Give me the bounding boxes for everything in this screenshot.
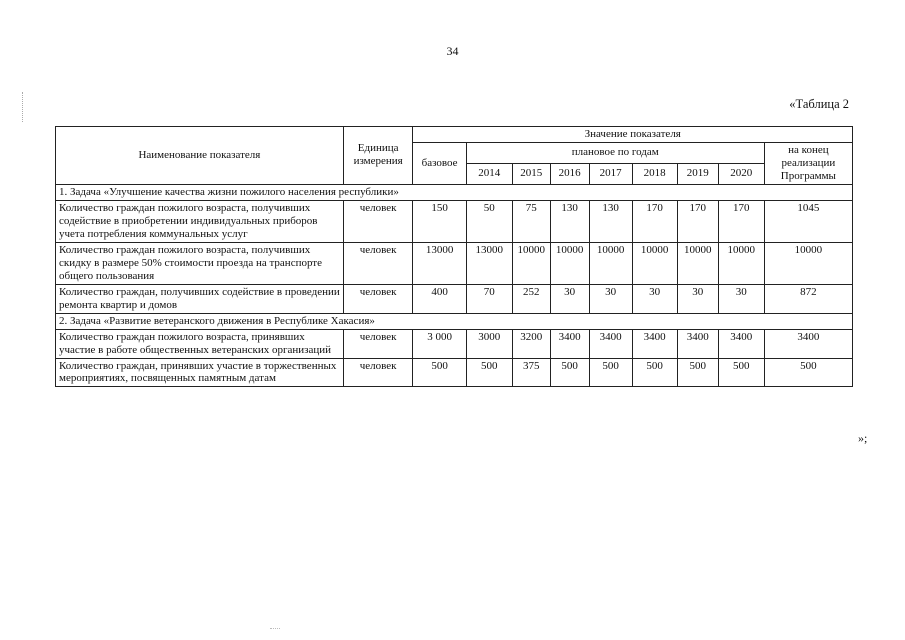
year-value: 500 (677, 358, 718, 387)
year-value: 10000 (550, 242, 589, 284)
year-value: 30 (589, 284, 632, 313)
year-value: 130 (550, 200, 589, 242)
year-value: 10000 (718, 242, 764, 284)
indicator-unit: человек (343, 358, 413, 387)
header-year: 2017 (589, 163, 632, 184)
indicator-name: Количество граждан, принявших участие в торжественных мероприятиях, посвященных памятным датам (56, 358, 344, 387)
year-value: 3400 (677, 329, 718, 358)
header-year: 2019 (677, 163, 718, 184)
header-unit: Единица измерения (343, 127, 413, 185)
base-value: 150 (413, 200, 466, 242)
year-value: 50 (466, 200, 512, 242)
base-value: 3 000 (413, 329, 466, 358)
header-year: 2020 (718, 163, 764, 184)
year-value: 500 (466, 358, 512, 387)
year-value: 252 (512, 284, 550, 313)
header-year: 2015 (512, 163, 550, 184)
task-1-title: 1. Задача «Улучшение качества жизни пожилого населения республики» (56, 184, 853, 200)
base-value: 400 (413, 284, 466, 313)
year-value: 13000 (466, 242, 512, 284)
table-row (56, 358, 853, 387)
header-row-1 (56, 127, 853, 143)
year-value: 130 (589, 200, 632, 242)
indicator-name: Количество граждан, получивших содействие в проведении ремонта квартир и домов (56, 284, 344, 313)
table-row (56, 284, 853, 313)
indicators-table (55, 126, 853, 387)
year-value: 3400 (632, 329, 677, 358)
page-number: 34 (446, 44, 459, 58)
year-value: 3000 (466, 329, 512, 358)
end-value: 10000 (764, 242, 852, 284)
end-value: 1045 (764, 200, 852, 242)
end-value: 3400 (764, 329, 852, 358)
year-value: 3400 (718, 329, 764, 358)
year-value: 10000 (589, 242, 632, 284)
indicator-unit: человек (343, 284, 413, 313)
year-value: 500 (550, 358, 589, 387)
base-value: 500 (413, 358, 466, 387)
indicator-name: Количество граждан пожилого возраста, получивших содействие в приобретении индивидуальных приборов учета потребления коммунальных услуг (56, 200, 344, 242)
year-value: 500 (718, 358, 764, 387)
closing-quote: »; (858, 431, 868, 445)
year-value: 10000 (512, 242, 550, 284)
year-value: 10000 (677, 242, 718, 284)
year-value: 30 (677, 284, 718, 313)
year-value: 70 (466, 284, 512, 313)
header-planned-group: плановое по годам (466, 142, 764, 163)
year-value: 500 (589, 358, 632, 387)
indicator-unit: человек (343, 242, 413, 284)
indicator-name: Количество граждан пожилого возраста, получивших скидку в размере 50% стоимости проезда на транспорте общего пользования (56, 242, 344, 284)
header-year: 2014 (466, 163, 512, 184)
year-value: 3400 (589, 329, 632, 358)
bottom-scan-mark (270, 628, 280, 629)
header-end-of-program: на конец реализации Программы (764, 142, 852, 184)
year-value: 75 (512, 200, 550, 242)
indicator-unit: человек (343, 200, 413, 242)
header-base: базовое (413, 142, 466, 184)
end-value: 500 (764, 358, 852, 387)
year-value: 170 (632, 200, 677, 242)
header-value-group: Значение показателя (413, 127, 853, 143)
year-value: 30 (550, 284, 589, 313)
year-value: 3400 (550, 329, 589, 358)
indicator-name: Количество граждан пожилого возраста, принявших участие в работе общественных ветеранских организаций (56, 329, 344, 358)
base-value: 13000 (413, 242, 466, 284)
margin-scan-marks (22, 92, 29, 122)
table-row (56, 242, 853, 284)
task-row (56, 313, 853, 329)
year-value: 500 (632, 358, 677, 387)
header-year: 2018 (632, 163, 677, 184)
year-value: 375 (512, 358, 550, 387)
year-value: 3200 (512, 329, 550, 358)
header-name: Наименование показателя (56, 127, 344, 185)
header-year: 2016 (550, 163, 589, 184)
table-row (56, 200, 853, 242)
year-value: 170 (677, 200, 718, 242)
end-value: 872 (764, 284, 852, 313)
task-2-title: 2. Задача «Развитие ветеранского движения в Республике Хакасия» (56, 313, 853, 329)
task-row (56, 184, 853, 200)
year-value: 170 (718, 200, 764, 242)
table-caption: «Таблица 2 (789, 97, 849, 111)
indicator-unit: человек (343, 329, 413, 358)
table-row (56, 329, 853, 358)
year-value: 30 (632, 284, 677, 313)
year-value: 10000 (632, 242, 677, 284)
year-value: 30 (718, 284, 764, 313)
